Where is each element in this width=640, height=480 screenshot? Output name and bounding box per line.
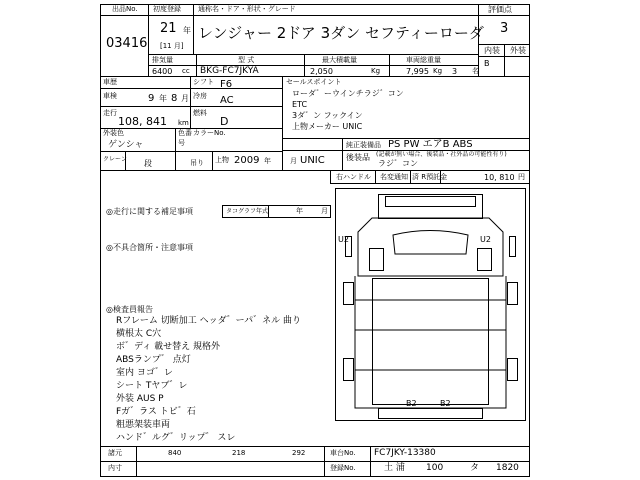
max-load-value: 2,050 xyxy=(310,67,333,76)
recycle-label: 済 R預託金 xyxy=(412,173,448,181)
ac-label: 冷房 xyxy=(193,92,207,100)
mounted-month-unit: 月 xyxy=(290,157,297,165)
displacement-unit: cc xyxy=(182,67,190,75)
first-reg-month: [11 月] xyxy=(160,42,184,50)
gross-weight-label: 車両総重量 xyxy=(406,56,441,64)
mileage-note-label: ◎走行に関する補足事項 xyxy=(106,207,193,216)
displacement-label: 排気量 xyxy=(152,56,173,64)
year-unit: 年 xyxy=(183,26,191,35)
exterior-label: 外装 xyxy=(510,46,526,55)
selling-point-item: 3ダ゛ン フックイン xyxy=(292,111,363,120)
inspector-label: ◎検査員報告 xyxy=(106,305,153,314)
damage-mark: B2 xyxy=(406,399,417,408)
tacho-month-unit: 月 xyxy=(321,207,328,215)
selling-point-item: ローダ゛ーウインチラジ゛コン xyxy=(292,89,404,98)
selling-point-item: ETC xyxy=(292,100,308,109)
inspector-item: ハンド゛ルグ゛リップ゛ スレ xyxy=(116,433,236,443)
selling-points-title: セールスポイント xyxy=(286,78,342,86)
model-label: 型 式 xyxy=(238,56,255,64)
inspection-month-unit: 月 xyxy=(181,94,189,103)
chassis-number: FC7JKY-13380 xyxy=(374,448,436,458)
name-change-label: 名変通知 xyxy=(380,173,408,181)
fuel-value: D xyxy=(220,115,229,128)
damage-mark: U2 xyxy=(480,235,491,244)
damage-mark: U2 xyxy=(338,235,349,244)
inspector-item: 横根太 C穴 xyxy=(116,329,162,339)
damage-mark: B2 xyxy=(440,399,451,408)
reg-kana: タ xyxy=(470,463,480,473)
shift-label: シフト xyxy=(193,78,214,86)
first-reg-label: 初度登録 xyxy=(153,5,181,13)
equipment-label: 純正装備品 xyxy=(346,141,381,149)
steering-value: 右ハンドル xyxy=(336,173,371,181)
reg-label: 登録No. xyxy=(330,464,356,472)
selling-point-item: 上物メーカー UNIC xyxy=(292,122,363,131)
crane-ton: 吊り xyxy=(190,159,204,167)
recycle-unit: 円 xyxy=(518,173,525,181)
mounted-maker: UNIC xyxy=(300,155,325,166)
mounted-year-unit: 年 xyxy=(264,157,271,165)
inspector-item: Rフレーム 切断加工 ヘッダ゛ーパ゛ネル 曲り xyxy=(116,316,302,326)
reg-place: 土 浦 xyxy=(384,463,405,473)
interior-dims-label: 内寸 xyxy=(108,464,122,472)
crane-label: クレーン xyxy=(103,156,127,163)
car-name: レンジャー 2ドア 3ダン セフティーローダ xyxy=(198,24,484,42)
dims-label: 諸元 xyxy=(108,449,122,457)
model-value: BKG-FC7JKYA xyxy=(200,66,259,76)
rating-label: 評価点 xyxy=(488,5,512,14)
tacho-year-unit: 年 xyxy=(296,207,303,215)
chassis-label: 車台No. xyxy=(330,449,356,457)
mounted-year: 2009 xyxy=(234,155,260,166)
max-load-label: 最大積載量 xyxy=(322,56,357,64)
inspector-item: ABSランプ゛ 点灯 xyxy=(116,355,191,365)
equipment-value: PS PW エアB ABS xyxy=(388,139,473,150)
aftermarket-label: 後装品 xyxy=(346,153,370,162)
gross-weight-value: 7,995 xyxy=(406,67,429,76)
mounted-label: 上物 xyxy=(215,156,229,164)
inspection-year-unit: 年 xyxy=(159,94,167,103)
recycle-amount: 10, 810 xyxy=(484,173,515,182)
capacity-value: 3 xyxy=(452,67,458,76)
inspection-year: 9 xyxy=(148,93,155,104)
inspector-item: 外装 AUS P xyxy=(116,394,164,404)
inspector-item: ボ゛ディ 載せ替え 規格外 xyxy=(116,342,221,352)
dim-value: 840 xyxy=(168,449,182,457)
color-no-label: 色番 xyxy=(178,129,192,137)
ext-color-label: 外装色 xyxy=(103,129,124,137)
ext-color-value: ゲンシャ xyxy=(108,140,144,150)
inspection-month: 8 xyxy=(171,93,178,104)
first-reg-year: 21 xyxy=(160,21,177,36)
aftermarket-note: (記載が無い場合、後装品・社外品の可能性有り) xyxy=(376,151,507,158)
gross-weight-unit: Kg xyxy=(433,67,443,75)
mileage-value: 108, 841 xyxy=(118,115,167,128)
interior-label: 内装 xyxy=(484,46,500,55)
lot-number: 03416 xyxy=(106,36,148,51)
inspection-label: 車検 xyxy=(103,92,117,100)
color-no-sub: 号 xyxy=(178,139,185,147)
color-no-label2: カラーNo. xyxy=(193,129,226,137)
exterior-grade: B xyxy=(484,59,490,68)
dim-value: 218 xyxy=(232,449,246,457)
displacement-value: 6400 xyxy=(152,67,173,76)
inspector-item: シート Tヤブ゛レ xyxy=(116,381,188,391)
tacho-label: タコグラフ年式 xyxy=(226,208,269,215)
dim-value: 292 xyxy=(292,449,306,457)
fuel-label: 燃料 xyxy=(193,109,207,117)
rating-value: 3 xyxy=(500,21,509,36)
crane-stage: 段 xyxy=(144,159,152,168)
inspector-item: 粗悪架装車両 xyxy=(116,420,171,430)
body-label: 車歴 xyxy=(103,78,117,86)
mileage-label: 走行 xyxy=(103,109,117,117)
defect-label: ◎不具合箇所・注意事項 xyxy=(106,243,193,252)
reg-class: 100 xyxy=(426,463,444,473)
lot-label: 出品No. xyxy=(112,5,138,13)
reg-number: 1820 xyxy=(496,463,519,473)
truck-diagram xyxy=(336,189,526,421)
inspector-item: Fガ゛ラス トビ゛石 xyxy=(116,407,196,417)
shift-value: F6 xyxy=(220,79,233,90)
aftermarket-value: ラジ゛コン xyxy=(378,159,418,168)
max-load-unit: Kg xyxy=(371,67,381,75)
car-name-label: 通称名・ドア・形状・グレード xyxy=(198,5,296,13)
ac-value: AC xyxy=(220,95,234,106)
capacity-unit: 名 xyxy=(472,67,479,75)
inspector-item: 室内 ヨゴ゛レ xyxy=(116,368,173,378)
mileage-unit: km xyxy=(178,119,189,127)
